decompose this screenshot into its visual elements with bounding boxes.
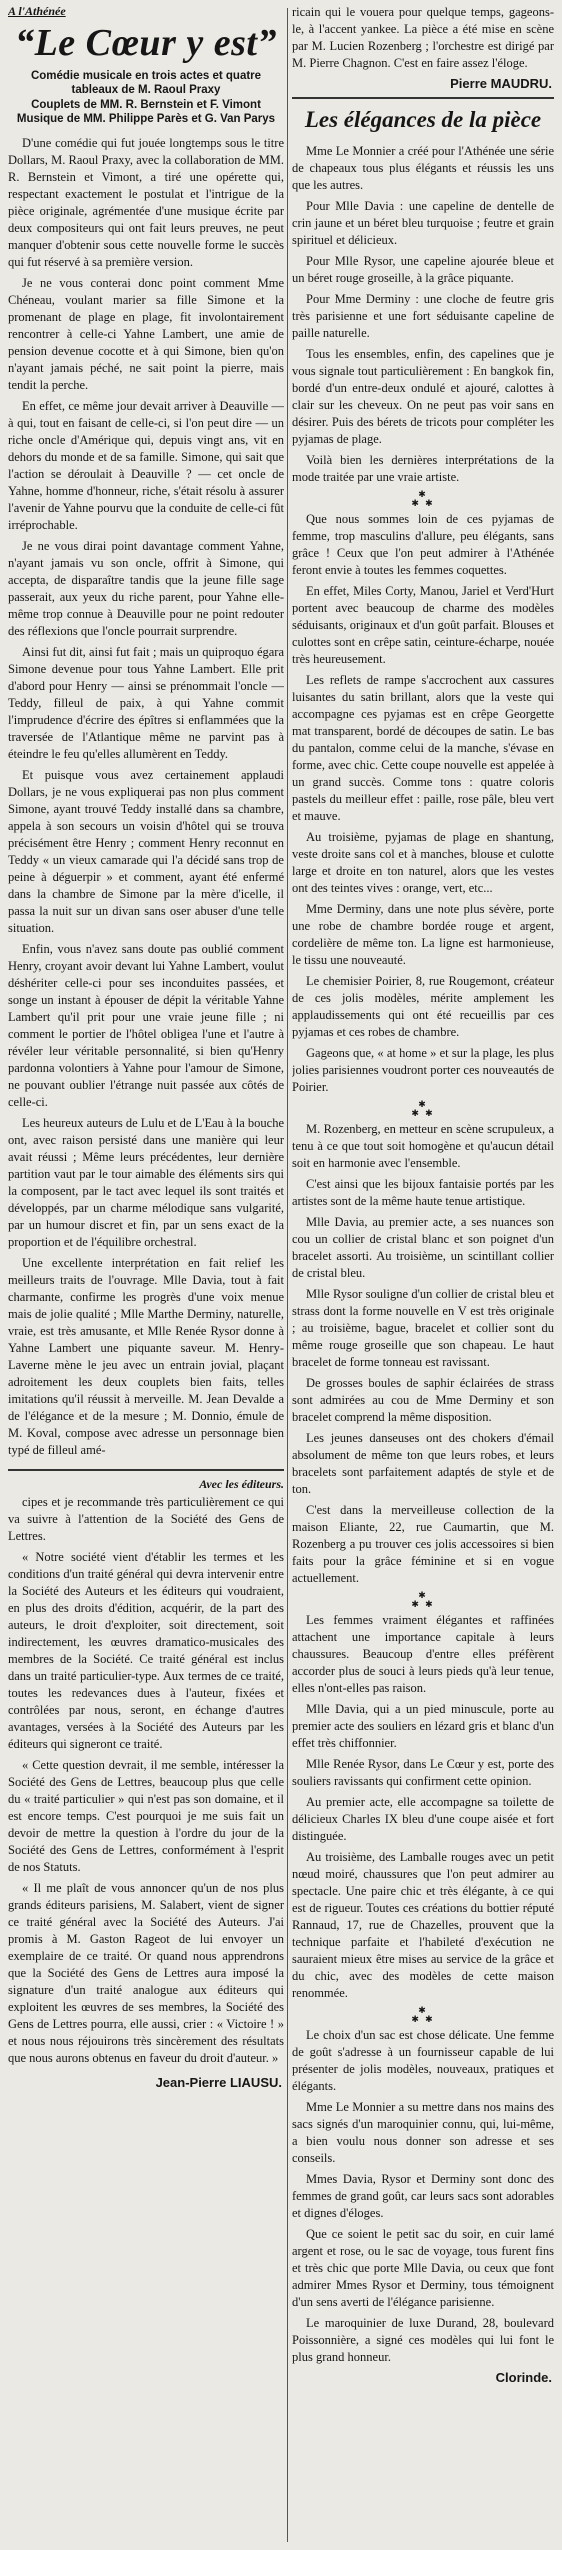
review-paragraph: Et puisque vous avez certainement applaudi Dollars, je ne vous expliquerai pas non plus comment Simone, ayant trouvé Teddy installé dans sa chambre, appela à son secours un voisin d'hôtel qui se trouva précisément être Henry ; comment Henry reconnut en Teddy « un vieux camarade qui l'a décidé sans trop de peine à déguerpir » et comment, ayant été enfermé dans la chambre de Simone par la mère d'icelle, il passa la nuit sur un divan sans oser abuser d'une telle situation. [8, 767, 284, 935]
separator-stars-icon: ✱ ✱ ✱ [411, 1590, 435, 1609]
fashion-paragraph: Au troisième, pyjamas de plage en shantung, veste droite sans col et à manches, blouse et culotte large et droite en ton naturel, alors que les vestes ont des teintes vives : orange, vert, etc... [292, 830, 554, 895]
fashion-paragraph: Gageons que, « at home » et sur la plage, les plus jolies parisiennes voudront porter ces nouveautés de Poirier. [292, 1046, 554, 1094]
column-divider [287, 8, 288, 2542]
editors-paragraph: « Notre société vient d'établir les termes et les conditions d'un traité général qui devra intervenir entre la Société des Auteurs et les éditeurs qui voudraient, en plus des droits d'édition, acquérir, de la part des auteurs, le droit d'exploiter, soit directement, soit indirectement, les œuvres dramatico-musicales des membres de la Société. Ce traité général est inclus dans un traité particulier-type. Aux termes de ce traité, toutes les redevances dues à l'auteur, fixées et contrôlées par nous, seront, en échange d'autres avantages, versées à la Société des Auteurs par les éditeurs qui signeront ce traité. [8, 1549, 284, 1751]
separator-stars-icon: ✱ ✱ ✱ [411, 1099, 435, 1118]
fashion-paragraph: Les jeunes danseuses ont des chokers d'émail absolument de même ton que leurs robes, et leurs bracelets sont parfaitement adaptés de style et de ton. [292, 1431, 554, 1496]
fashion-signature: Clorinde. [495, 2370, 552, 2385]
credit-line: Comédie musicale en trois actes et quatre tableaux de M. Raoul Praxy [30, 70, 262, 97]
fashion-paragraph: Au premier acte, elle accompagne sa toilette de délicieux Charles IX bleu d'une coupe aisée et fort distinguée. [292, 1795, 554, 1843]
editors-paragraph: cipes et je recommande très particulièrement ce qui va suivre à l'attention de la Société des Gens de Lettres. [8, 1494, 284, 1543]
fashion-paragraph: Pour Mme Derminy : une cloche de feutre gris très parisienne et une fort séduisante capeline de paille naturelle. [292, 292, 554, 340]
fashion-paragraph: Le chemisier Poirier, 8, rue Rougemont, créateur de ces jolis modèles, mérite amplement les applaudissements qui ont été recueillis par ces pyjamas et ces robes de chambre. [292, 974, 554, 1039]
review-paragraph: Une excellente interprétation en fait relief les meilleurs traits de l'ouvrage. Mlle Davia, tout à fait charmante, confirme les progrès d'une voix menue mais de jolie qualité ; Mlle Marthe Derminy, naturelle, vraie, est très amusante, et Mlle Renée Rysor donne à Yahne Lambert une piquante saveur. M. Henry-Laverne mène le jeu avec un entrain jovial, plaçant adroitement les deux couplets bien faits, telles imitations qu'il réussit à merveille. M. Jean Devalde a de l'élégance et de la mesure ; M. Donnio, émule de M. Koval, compose avec adresse un personnage bien typé de filleul amé- [8, 1255, 284, 1457]
editors-paragraph: « Cette question devrait, il me semble, intéresser la Société des Gens de Lettres, beaucoup plus que celle du « traité particulier » qui n'est pas son domaine, et il est encore temps. C'est pourquoi je me suis fait un devoir de mettre la question à l'ordre du jour de la Société des Gens de Lettres, conformément à l'esprit de nos Statuts. [8, 1757, 284, 1874]
show-title: “Le Cœur y est” [15, 22, 277, 64]
editors-heading: Avec les éditeurs. [199, 1476, 284, 1491]
credit-line: Couplets de MM. R. Bernstein et F. Vimont [31, 98, 261, 111]
fashion-paragraph: Mlle Rysor souligne d'un collier de cristal bleu et strass dont la forme nouvelle en V est très originale ; au troisième, bague, bracelet et collier sont du même rouge groseille que son chapeau. Le haut bracelet de forme tonneau est ravissant. [292, 1287, 554, 1369]
review-paragraph: Je ne vous dirai point davantage comment Yahne, n'ayant jamais vu son oncle, offrit à Simone, qui accepta, de disparaître tandis que la jeune fille sage passerait, aux yeux du riche parent, pour Yahne elle-même trop connue à Deauville pour ne point redouter des réflexions que l'oncle pourrait surprendre. [8, 538, 284, 638]
theatre-kicker: A l'Athénée [8, 4, 66, 18]
review-paragraph: Je ne vous conterai donc point comment Mme Chéneau, voulant marier sa fille Simone et la promenant de plage en plage, fit involontairement rencontrer à celle-ci Yahne Lambert, une amie de pension devenue cocotte et à qui Simone, bien qu'on n'ayant jamais péché, ne sait point la pierre, mais tendit la perche. [8, 275, 284, 392]
fashion-paragraph: De grosses boules de saphir éclairées de strass sont admirées au cou de Mme Derminy et son bracelet comprend la même disposition. [292, 1376, 554, 1424]
fashion-paragraph: Mme Le Monnier a créé pour l'Athénée une série de chapeaux tous plus élégants et réussis les uns que les autres. [292, 144, 554, 192]
separator-stars-icon: ✱ ✱ ✱ [411, 489, 435, 508]
fashion-paragraph: Mlle Renée Rysor, dans Le Cœur y est, porte des souliers ravissants qui confirment cette opinion. [292, 1757, 554, 1788]
fashion-paragraph: M. Rozenberg, en metteur en scène scrupuleux, a tenu à ce que tout soit homogène et qu'aucun détail soit en harmonie avec l'ensemble. [292, 1122, 554, 1170]
review-paragraph: Les heureux auteurs de Lulu et de L'Eau à la bouche ont, avec raison persisté dans une manière qui leur avait réussi ; Même leurs précédentes, leur dernière partition vaut par le tour aimable des éléments sirs qui la composent, par le tact avec lequel ils sont traités et développés, par un charme mélodique sans vulgarité, par un humour discret et fin, par un sens exact de la proportion et de l'équilibre orchestral. [8, 1115, 284, 1249]
review-paragraph: En effet, ce même jour devait arriver à Deauville — à qui, tout en faisant de celle-ci, si l'on peut dire — un riche oncle d'Amérique qui, depuis vingt ans, vit en dehors du monde et de sa famille. Simone, qui sait que l'action se déroulait à Deauville ? — cet oncle de Yahne, homme d'honneur, riche, s'était résolu à assurer l'avenir de Yahne pourvu que la conduite de celle-ci fût irréprochable. [8, 398, 284, 532]
left-column [8, 0, 284, 2550]
fashion-paragraph: Que nous sommes loin de ces pyjamas de femme, trop masculins d'allure, peu élégants, sans grâce ! Ceux que l'on peut admirer à l'Athénée feront envie à toutes les femmes coquettes. [292, 512, 554, 577]
section-rule [292, 97, 554, 99]
editors-paragraph: « Il me plaît de vous annoncer qu'un de nos plus grands éditeurs parisiens, M. Salabert, vient de signer ce traité général avec la Société des Auteurs. J'ai promis à M. Gaston Rageot de lui envoyer un exemplaire de ce traité. Or quand nous apprendrons que la Société des Gens de Lettres aura imposé la signature d'un traité analogue aux éditeurs qui exploitent les œuvres de ses membres, la Société des Gens de Lettres pourra, elle aussi, crier : « Victoire ! » et nous nous réjouirons très sincèrement des résultats que nous aurons obtenus en faveur du droit d'auteur. » [8, 1880, 284, 2065]
review-body [8, 135, 284, 1463]
fashion-paragraph: Pour Mlle Rysor, une capeline ajourée bleue et un béret rouge groseille, à la grâce piquante. [292, 254, 554, 285]
credit-line: Musique de MM. Philippe Parès et G. Van Parys [16, 113, 276, 126]
fashion-paragraph: Mme Derminy, dans une note plus sévère, porte une robe de chambre bordée rouge et argent, cordelière de même ton. La ligne est harmonieuse, le tissu une nouveauté. [292, 902, 554, 967]
fashion-paragraph: Le choix d'un sac est chose délicate. Une femme de goût s'adresse à un fournisseur capable de lui présenter de jolis modèles, nouveaux, pratiques et élégants. [292, 2028, 554, 2093]
fashion-paragraph: C'est dans la merveilleuse collection de la maison Eliante, 22, rue Caumartin, que M. Rozenberg a pu trouver ces jolis accessoires si bien faits pour la grâce féminine et si en vogue actuellement. [292, 1503, 554, 1585]
review-paragraph: Ainsi fut dit, ainsi fut fait ; mais un quiproquo égara Simone devenue pour tous Yahne Lambert. Elle prit d'abord pour Henry — ainsi se prénommait l'oncle — Teddy, filleul de paix, à qui Yahne commit l'imprudence d'écrire des épîtres si enflammées que la traversée de l'Atlantique même ne parvint pas à éteindre le feu qu'elles allumèrent en Teddy. [8, 644, 284, 761]
right-column [292, 0, 554, 2550]
fashion-paragraph: Mlle Davia, qui a un pied minuscule, porte au premier acte des souliers en lézard gris et blanc d'un effet très chiffonnier. [292, 1702, 554, 1750]
credits [8, 69, 284, 127]
fashion-paragraph: En effet, Miles Corty, Manou, Jariel et Verd'Hurt portent avec beaucoup de charme des modèles séduisants, originaux et d'un goût parfait. Blouses et culottes sont en crêpe satin, ceinture-écharpe, nouée très heureusement. [292, 584, 554, 666]
fashion-paragraph: Le maroquinier de luxe Durand, 28, boulevard Poissonnière, a signé ces modèles qui lui font le plus grand honneur. [292, 2316, 554, 2364]
fashion-paragraph: Au troisième, des Lamballe rouges avec un petit nœud moiré, chaussures que l'on peut admirer au spectacle. Une paire chic et très élégante, à ce qui est de rigueur. Toutes ces créations du bottier réputé Rannaud, 17, rue de Chazelles, prouvent que la technique parfaite et l'habileté d'exécution ne sauraient mieux être mises au service de la grâce et du chic, avec des modèles de cette maison renommée. [292, 1850, 554, 2000]
fashion-paragraph: Voilà bien les dernières interprétations de la mode traitée par une vraie artiste. [292, 453, 554, 484]
fashion-paragraph: Tous les ensembles, enfin, des capelines que je vous signale tout particulièrement : En bangkok fin, bordé d'un entre-deux ondulé et ajouré, calottes à clair sur les cheveux. On ne peut pas voir sans en désirer. Puis des bérets de tricots pour compléter les pyjamas de plage. [292, 347, 554, 446]
fashion-paragraph: Les femmes vraiment élégantes et raffinées attachent une importance capitale à leurs chaussures. Beaucoup d'entre elles préfèrent accorder plus de souci à leurs pieds qu'à leur tenue, elles n'ont-elles pas raison. [292, 1613, 554, 1695]
fashion-paragraph: Que ce soient le petit sac du soir, en cuir lamé argent et rose, ou le sac de voyage, tous furent fins et très chic que porte Mlle Davia, ou ceux que font admirer Mmes Rysor et Derminy, tous témoignent d'un sens averti de l'élégance parisienne. [292, 2227, 554, 2309]
editors-body [8, 1494, 284, 2071]
editors-signature: Jean-Pierre LIAUSU. [155, 2074, 282, 2090]
fashion-paragraph: Mme Le Monnier a su mettre dans nos mains des sacs signés d'un maroquinier connu, qui, lui-même, a bien voulu nous donner son adresse et ses conseils. [292, 2100, 554, 2165]
fashion-paragraph: Pour Mlle Davia : une capeline de dentelle de crin jaune et un béret bleu turquoise ; feutre et grain spirituel et délicieux. [292, 199, 554, 247]
review-continuation: ricain qui le vouera pour quelque temps, gageons-le, à l'accent yankee. La pièce a été mise en scène par M. Lucien Rozenberg ; l'orchestre est dirigé par M. Pierre Chagnon. C'est en faire assez l'éloge. [292, 5, 554, 70]
fashion-paragraph: C'est ainsi que les bijoux fantaisie portés par les artistes sont de la même haute tenue artistique. [292, 1177, 554, 1208]
fashion-paragraph: Mlle Davia, au premier acte, a ses nuances son cou un collier de cristal blanc et son poignet d'un bracelet assorti. Au troisième, un scintillant collier de cristal bleu. [292, 1215, 554, 1280]
section-rule [8, 1469, 284, 1471]
review-signature: Pierre MAUDRU. [450, 76, 552, 91]
review-paragraph: Enfin, vous n'avez sans doute pas oublié comment Henry, croyant avoir devant lui Yahne Lambert, voulut déshériter celle-ci pour ses inconduites passées, et songe un instant à épouser de dépit la véritable Yahne Lambert qu'il prit pour une vraie jeune fille ; ni comment le portier de l'hôtel obligea l'une et l'autre à révéler leur véritable personnalité, si bien qu'Henry pardonna volontiers à Yahne pour l'amour de Simone, ne pouvant oublier l'étrange nuit passée aux côtés de celle-ci. [8, 941, 284, 1109]
review-paragraph: D'une comédie qui fut jouée longtemps sous le titre Dollars, M. Raoul Praxy, avec la collaboration de MM. R. Bernstein et Vimont, a tiré une opérette qui, respectant exactement le postulat et l'intrigue de la pièce originale, agrémentée d'une musique écrite par deux compositeurs qui ont fait leurs preuves, ne peut manquer d'obtenir sous cette nouvelle forme le succès qui fut réservé à sa première version. [8, 135, 284, 269]
section-title: Les élégances de la pièce [304, 107, 542, 132]
fashion-paragraph: Mmes Davia, Rysor et Derminy sont donc des femmes de grand goût, car leurs sacs sont adorables et dignes d'éloges. [292, 2172, 554, 2220]
fashion-paragraph: Les reflets de rampe s'accrochent aux cassures luisantes du satin brillant, alors que la veste qui accompagne ces pyjamas est en crêpe Georgette mat transparent, bordé de découpes de satin. Le bas du pantalon, comme celui de la manche, s'évase en forme, avec chic. Cette coupe nouvelle est appelée à un grand succès. Comme tons : quatre coloris pastels du meilleur effet : paille, rose pâle, bleu vert et mauve. [292, 673, 554, 823]
separator-stars-icon: ✱ ✱ ✱ [411, 2005, 435, 2024]
